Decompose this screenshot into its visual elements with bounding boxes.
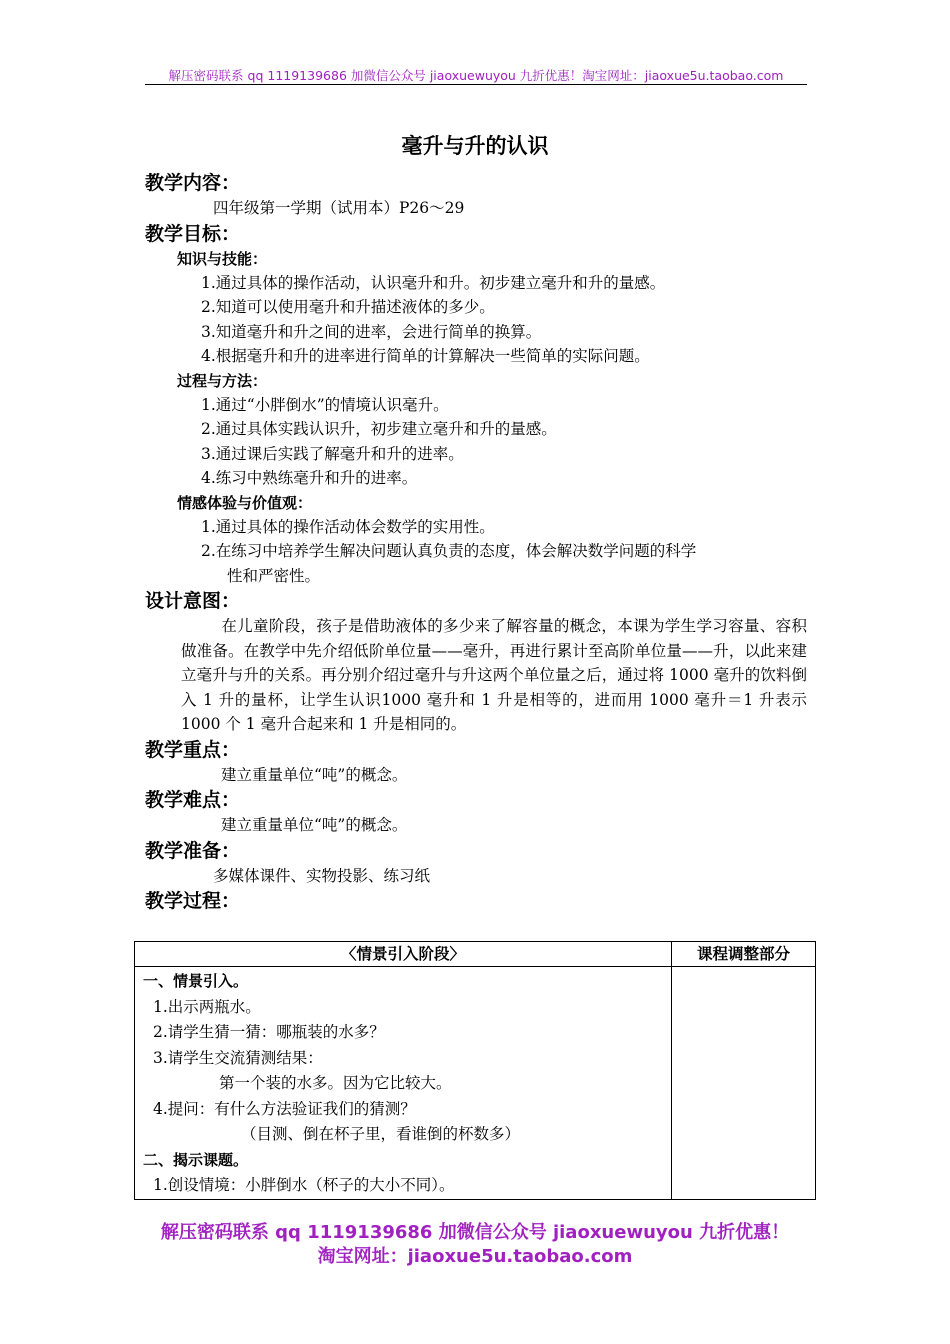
subheading-knowledge: 知识与技能： <box>177 249 268 268</box>
table-line: 2.请学生猜一猜：哪瓶装的水多？ <box>153 1023 385 1041</box>
section-heading-procedure: 教学过程： <box>145 890 241 912</box>
footer-line-1: 解压密码联系 qq 1119139686 加微信公众号 jiaoxuewuyou 九折优惠！ <box>160 1222 790 1243</box>
footer-line-2: 淘宝网址：jiaoxue5u.taobao.com <box>317 1246 633 1267</box>
design-paragraph-text: 在儿童阶段，孩子是借助液体的多少来了解容量的概念，本课为学生学习容量、容积做准备。在教学中先介绍低阶单位量——毫升，再进行累计至高阶单位量——升，以此来建立毫升与升的关系。再分别介绍过毫升与升这两个单位量之后，通过将 1000 毫升的饮料倒入 1 升的量杯，让学生认识1000 毫升和 1 升是相等的，进而用 1000 毫升＝1 升表示 1000 个 1 毫升合起来和 1 升是相同的。 <box>181 617 807 733</box>
table-line: 第一个装的水多。因为它比较大。 <box>219 1074 452 1092</box>
knowledge-item: 3.知道毫升和升之间的进率，会进行简单的换算。 <box>201 322 542 341</box>
table-line: 4.提问：有什么方法验证我们的猜测？ <box>153 1099 416 1118</box>
knowledge-item: 4.根据毫升和升的进率进行简单的计算解决一些简单的实际问题。 <box>201 347 650 365</box>
section-heading-preparation: 教学准备： <box>145 839 241 862</box>
difficulty-text: 建立重量单位“吨”的概念。 <box>221 816 408 834</box>
table-header-adjust: 课程调整部分 <box>672 942 816 967</box>
table-line: （目测、倒在杯子里，看谁倒的杯数多） <box>241 1125 521 1143</box>
emotion-item-continued: 性和严密性。 <box>227 566 321 585</box>
preparation-text: 多媒体课件、实物投影、练习纸 <box>213 866 431 885</box>
section-heading-difficulty: 教学难点： <box>145 789 241 811</box>
subheading-emotion: 情感体验与价值观： <box>177 493 313 512</box>
process-item: 4.练习中熟练毫升和升的进率。 <box>201 469 418 487</box>
content-text: 四年级第一学期（试用本）P26～29 <box>213 199 465 217</box>
section-heading-goals: 教学目标： <box>145 222 241 245</box>
process-item: 3.通过课后实践了解毫升和升的进率。 <box>201 444 464 463</box>
table-cell-adjust <box>672 967 816 1200</box>
process-item: 1.通过“小胖倒水”的情境认识毫升。 <box>201 395 449 414</box>
lesson-content <box>145 170 807 914</box>
page-title: 毫升与升的认识 <box>401 134 549 158</box>
table-header-stage: 〈情景引入阶段〉 <box>135 942 672 967</box>
section-heading-key-point: 教学重点： <box>145 738 241 761</box>
table-line: 3.请学生交流猜测结果： <box>153 1048 323 1067</box>
section-heading-content: 教学内容： <box>145 172 241 194</box>
section-heading-design: 设计意图： <box>145 590 241 612</box>
emotion-item: 2.在练习中培养学生解决问题认真负责的态度，体会解决数学问题的科学 <box>201 542 697 560</box>
part2-heading: 二、揭示课题。 <box>143 1150 249 1169</box>
table-line: 1.出示两瓶水。 <box>153 997 261 1016</box>
procedure-table <box>134 941 816 1200</box>
table-line: 1.创设情境：小胖倒水（杯子的大小不同）。 <box>153 1176 455 1194</box>
process-item: 2.通过具体实践认识升，初步建立毫升和升的量感。 <box>201 420 557 438</box>
knowledge-item: 2.知道可以使用毫升和升描述液体的多少。 <box>201 298 495 316</box>
table-cell-main <box>135 967 672 1200</box>
header-banner: 解压密码联系 qq 1119139686 加微信公众号 jiaoxuewuyou 九折优惠！淘宝网址：jiaoxue5u.taobao.com <box>168 68 784 83</box>
emotion-item: 1.通过具体的操作活动体会数学的实用性。 <box>201 517 495 536</box>
key-point-text: 建立重量单位“吨”的概念。 <box>221 765 408 784</box>
design-paragraph <box>145 614 807 737</box>
knowledge-item: 1.通过具体的操作活动，认识毫升和升。初步建立毫升和升的量感。 <box>201 273 666 292</box>
subheading-process: 过程与方法： <box>177 371 268 390</box>
header-rule <box>145 84 807 85</box>
part1-heading: 一、情景引入。 <box>143 972 249 990</box>
